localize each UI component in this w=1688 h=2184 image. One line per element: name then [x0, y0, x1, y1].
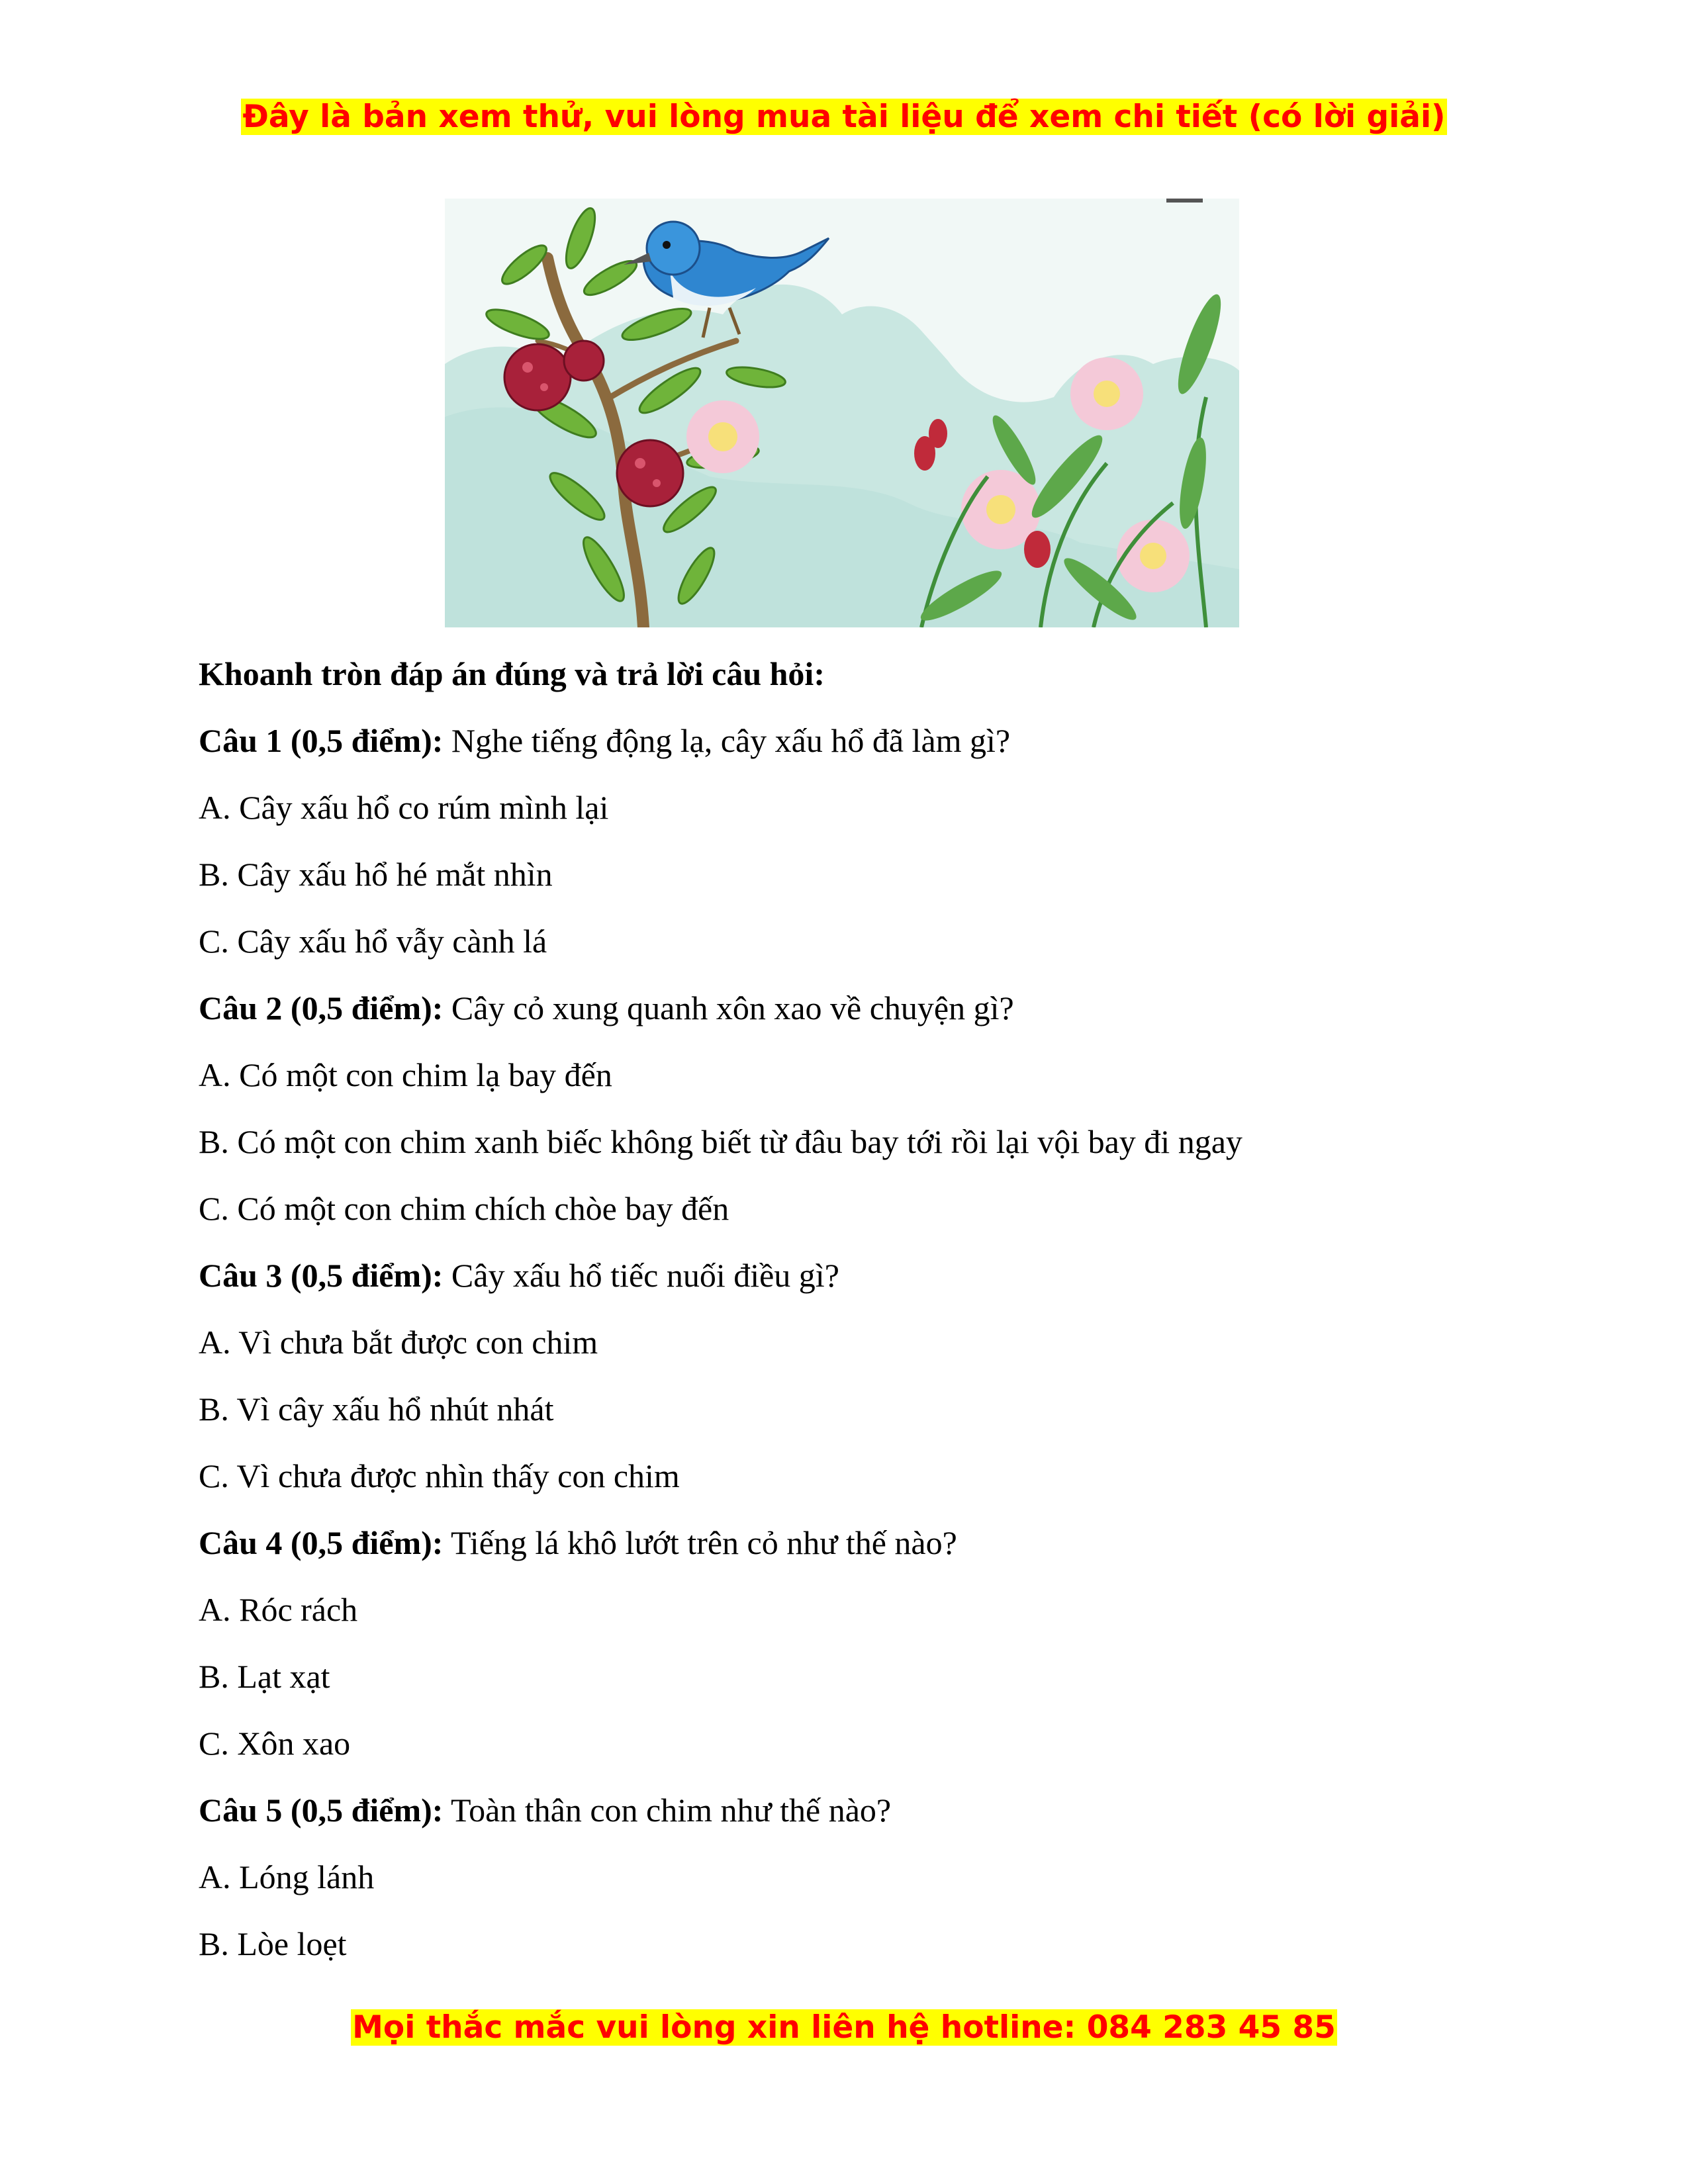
- question-5: [199, 1777, 1509, 1844]
- question-sheet: [199, 641, 1509, 1978]
- instruction: Khoanh tròn đáp án đúng và trả lời câu hỏi:: [199, 655, 825, 692]
- question-4: [199, 1510, 1509, 1576]
- question-text: Cây cỏ xung quanh xôn xao về chuyện gì?: [443, 989, 1014, 1026]
- option-5a[interactable]: A. Lóng lánh: [199, 1858, 375, 1895]
- option-2b[interactable]: B. Có một con chim xanh biếc không biết từ đâu bay tới rồi lại vội bay đi ngay: [199, 1123, 1243, 1160]
- option-1b[interactable]: B. Cây xấu hổ hé mắt nhìn: [199, 856, 553, 893]
- option-3b[interactable]: B. Vì cây xấu hổ nhút nhát: [199, 1390, 554, 1428]
- question-3: [199, 1242, 1509, 1309]
- option-4c[interactable]: C. Xôn xao: [199, 1725, 351, 1762]
- option-5b[interactable]: B. Lòe loẹt: [199, 1925, 347, 1962]
- hotline-text: Mọi thắc mắc vui lòng xin liên hệ hotline: 084 283 45 85: [352, 2009, 1336, 2046]
- question-text: Cây xấu hổ tiếc nuối điều gì?: [443, 1257, 839, 1294]
- option-2c[interactable]: C. Có một con chim chích chòe bay đến: [199, 1190, 729, 1227]
- option-1c[interactable]: C. Cây xấu hổ vẫy cành lá: [199, 923, 547, 960]
- option-3c[interactable]: C. Vì chưa được nhìn thấy con chim: [199, 1457, 680, 1494]
- option-4b[interactable]: B. Lạt xạt: [199, 1658, 330, 1695]
- option-1a[interactable]: A. Cây xấu hổ co rúm mình lại: [199, 789, 609, 826]
- option-2a[interactable]: A. Có một con chim lạ bay đến: [199, 1056, 612, 1093]
- preview-notice-banner: [0, 95, 1688, 139]
- preview-notice-text: Đây là bản xem thử, vui lòng mua tài liệu để xem chi tiết (có lời giải): [242, 99, 1446, 135]
- question-1: [199, 707, 1509, 774]
- option-4a[interactable]: A. Róc rách: [199, 1591, 358, 1628]
- question-label: Câu 1 (0,5 điểm):: [199, 722, 444, 759]
- question-label: Câu 5 (0,5 điểm):: [199, 1792, 444, 1829]
- question-2: [199, 975, 1509, 1042]
- bird-and-plant-illustration: [445, 199, 1239, 627]
- question-label: Câu 3 (0,5 điểm):: [199, 1257, 444, 1294]
- question-label: Câu 4 (0,5 điểm):: [199, 1524, 444, 1561]
- question-text: Tiếng lá khô lướt trên cỏ như thế nào?: [443, 1524, 957, 1561]
- question-text: Toàn thân con chim như thế nào?: [443, 1792, 892, 1829]
- question-label: Câu 2 (0,5 điểm):: [199, 989, 444, 1026]
- option-3a[interactable]: A. Vì chưa bắt được con chim: [199, 1324, 598, 1361]
- question-text: Nghe tiếng động lạ, cây xấu hổ đã làm gì?: [443, 722, 1011, 759]
- hotline-banner: [0, 2006, 1688, 2050]
